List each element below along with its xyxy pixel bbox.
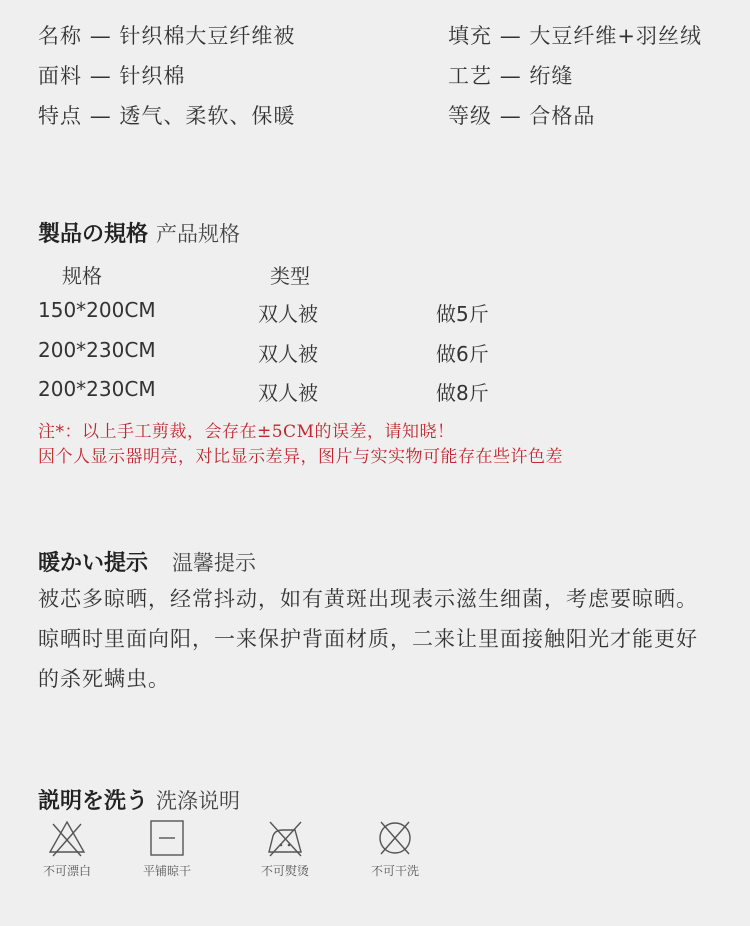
- table-cell-type: 双人被: [258, 302, 318, 326]
- care-item-no-dry-clean: [360, 818, 430, 879]
- table-cell-weight: 做8斤: [436, 381, 489, 405]
- care-label: 平铺晾干: [142, 864, 191, 878]
- spec-table-title: 製品の規格 产品规格: [38, 222, 241, 247]
- table-cell-type: 双人被: [258, 381, 318, 405]
- color-difference-note: 因个人显示器明亮，对比显示差异，图片与实实物可能存在些许色差: [38, 447, 563, 467]
- table-cell-size: 150*200CM: [38, 298, 156, 322]
- cutting-tolerance-note: 注*：以上手工剪裁，会存在±5CM的误差，请知晓！: [38, 422, 455, 442]
- table-cell-weight: 做6斤: [436, 342, 489, 366]
- tips-title: 暖かい提示 温馨提示: [38, 551, 257, 576]
- spec-filling: 填充 — 大豆纤维+羽丝绒: [448, 24, 702, 48]
- flat-dry-icon: [147, 818, 187, 858]
- tips-text: 被芯多晾晒，经常抖动，如有黄斑出现表示滋生细菌，考虑要晾晒。晾晒时里面向阳，一来保护背面材质，二来让里面接触阳光才能更好的杀死螨虫。: [38, 587, 698, 691]
- care-item-no-bleach: [32, 818, 102, 879]
- spec-craft: 工艺 — 绗缝: [448, 64, 574, 88]
- no-iron-icon: [265, 818, 305, 858]
- care-label: 不可熨烫: [260, 864, 309, 878]
- care-item-no-iron: [250, 818, 320, 879]
- no-bleach-icon: [47, 818, 87, 858]
- table-cell-weight: 做5斤: [436, 302, 489, 326]
- table-header-type: 类型: [270, 264, 310, 288]
- no-dry-clean-icon: [375, 818, 415, 858]
- spec-fabric: 面料 — 针织棉: [38, 64, 186, 88]
- wash-title: 説明を洗う 洗涤说明: [38, 789, 241, 814]
- table-cell-type: 双人被: [258, 342, 318, 366]
- table-header-size: 规格: [62, 264, 102, 288]
- care-item-flat-dry: [132, 818, 202, 879]
- spec-features: 特点 — 透气、柔软、保暖: [38, 104, 296, 128]
- spec-grade: 等级 — 合格品: [448, 104, 596, 128]
- care-label: 不可漂白: [42, 864, 91, 878]
- care-label: 不可干洗: [370, 864, 419, 878]
- spec-name: 名称 — 针织棉大豆纤维被: [38, 24, 296, 48]
- table-cell-size: 200*230CM: [38, 377, 156, 401]
- table-cell-size: 200*230CM: [38, 338, 156, 362]
